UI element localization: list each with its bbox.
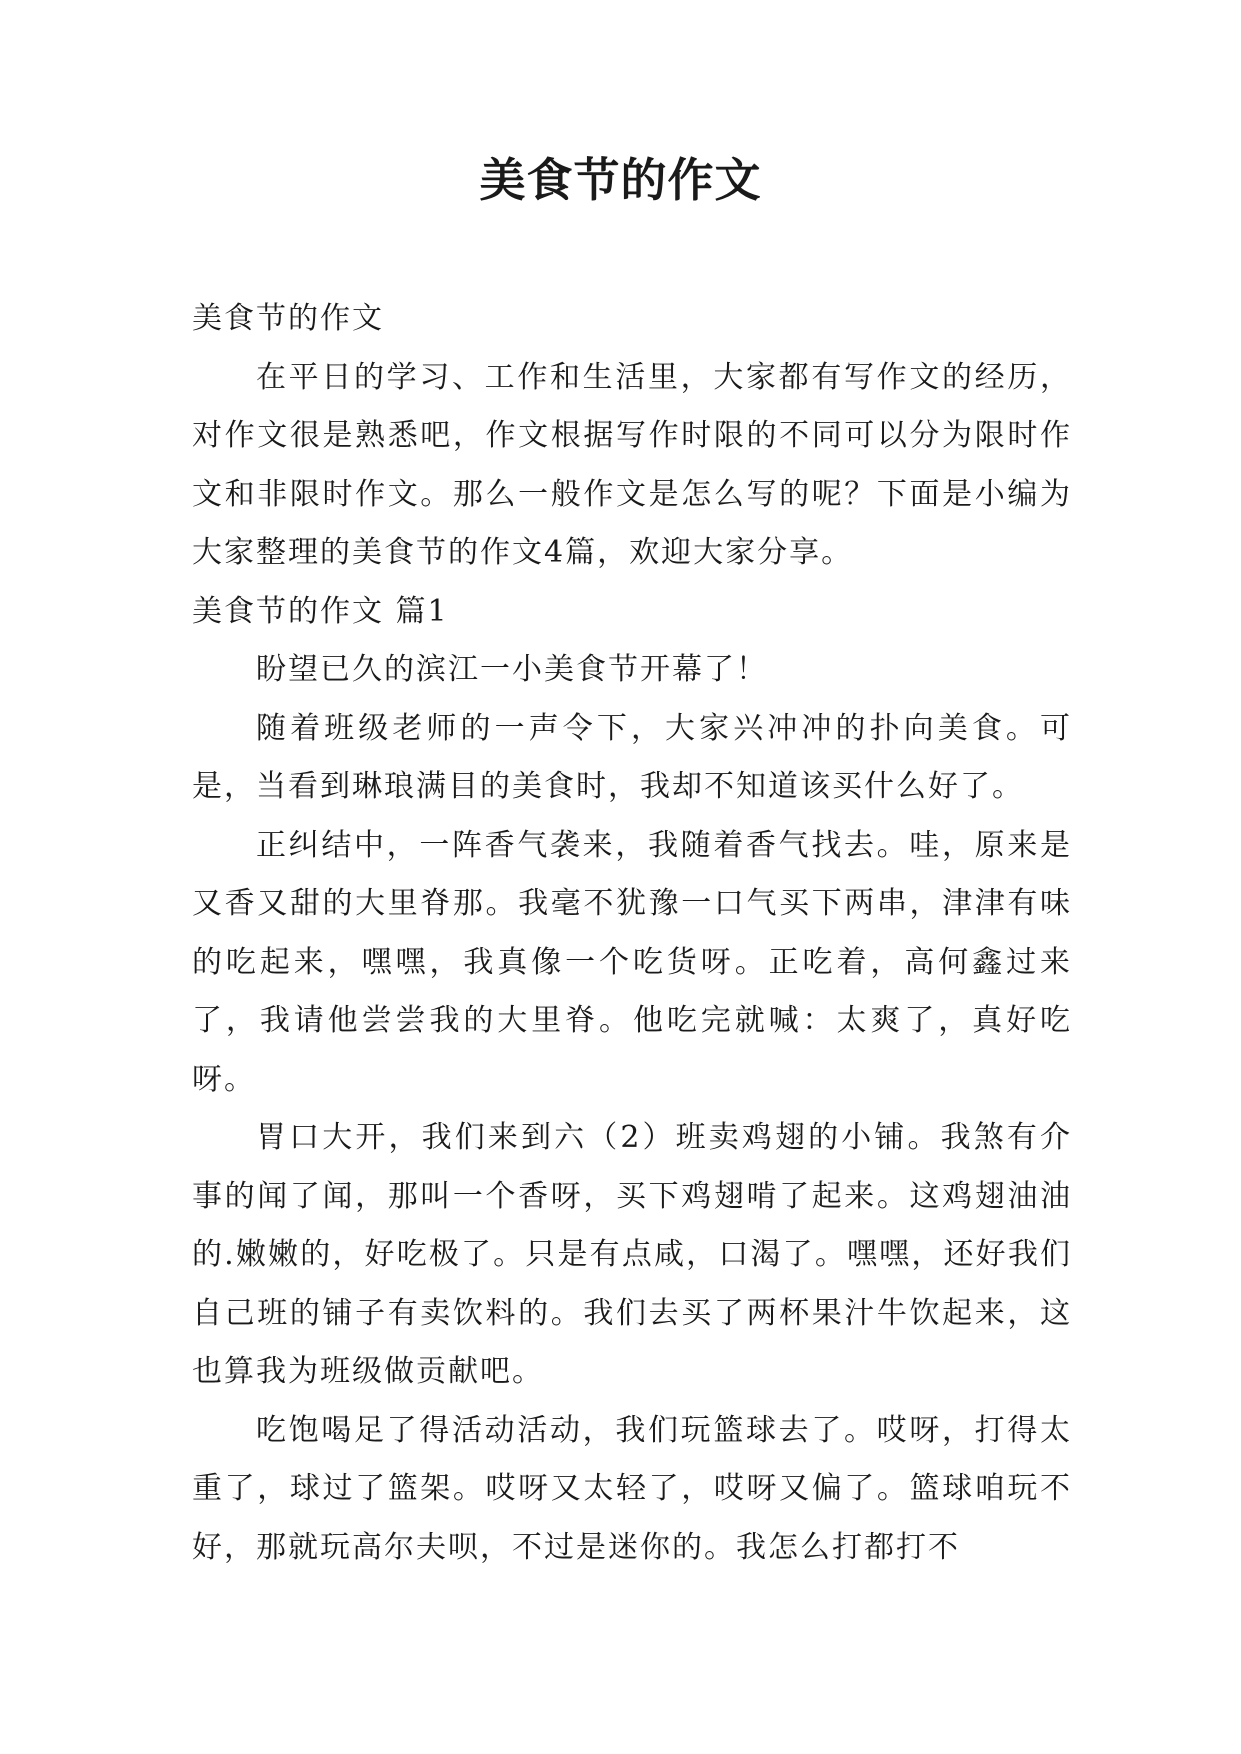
section-heading: 美食节的作文 篇1 <box>192 593 449 629</box>
body-paragraph: 盼望已久的滨江一小美食节开幕了！ <box>256 652 768 687</box>
body-paragraph: 正纠结中，一阵香气袭来，我随着香气找去。哇，原来是又香又甜的大里脊那。我毫不犹豫一口气买下两串，津津有味的吃起来，嘿嘿，我真像一个吃货呀。正吃着，高何鑫过来了，我请他尝尝我的大里脊。他吃完就喊：太爽了，真好吃呀。 <box>192 827 1072 1097</box>
intro-paragraph: 在平日的学习、工作和生活里，大家都有写作文的经历，对作文很是熟悉吧，作文根据写作时限的不同可以分为限时作文和非限时作文。那么一般作文是怎么写的呢？下面是小编为大家整理的美食节的作文4篇，欢迎大家分享。 <box>192 359 1072 570</box>
body-paragraph: 随着班级老师的一声令下，大家兴冲冲的扑向美食。可是，当看到琳琅满目的美食时，我却不知道该买什么好了。 <box>192 710 1072 804</box>
document-body <box>192 290 1072 1577</box>
body-paragraph: 吃饱喝足了得活动活动，我们玩篮球去了。哎呀，打得太重了，球过了篮架。哎呀又太轻了，哎呀又偏了。篮球咱玩不好，那就玩高尔夫呗，不过是迷你的。我怎么打都打不 <box>192 1412 1072 1565</box>
document-title: 美食节的作文 <box>479 153 762 207</box>
document-subtitle: 美食节的作文 <box>192 301 384 336</box>
body-paragraph: 胃口大开，我们来到六（2）班卖鸡翅的小铺。我煞有介事的闻了闻，那叫一个香呀，买下鸡翅啃了起来。这鸡翅油油的.嫩嫩的，好吃极了。只是有点咸，口渴了。嘿嘿，还好我们自己班的铺子有卖饮料的。我们去买了两杯果汁牛饮起来，这也算我为班级做贡献吧。 <box>192 1120 1072 1389</box>
